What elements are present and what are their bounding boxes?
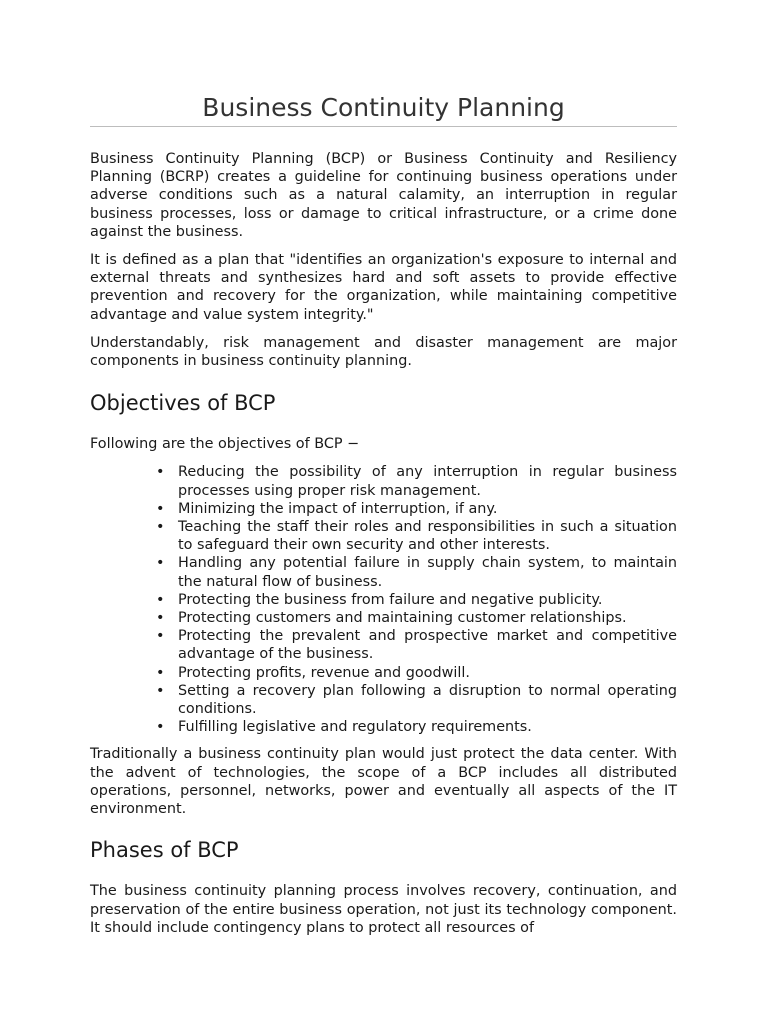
bullet-icon: • [156, 719, 165, 736]
list-item-text: Minimizing the impact of interruption, if any. [178, 500, 498, 517]
list-item-text: Setting a recovery plan following a disruption to normal operating conditions. [178, 682, 677, 718]
list-item [156, 682, 677, 718]
list-item-text: Protecting profits, revenue and goodwill. [178, 664, 470, 681]
bullet-icon: • [156, 610, 165, 627]
bullet-icon: • [156, 500, 165, 517]
list-item [156, 554, 677, 590]
components-paragraph: Understandably, risk management and disaster management are major components in business continuity planning. [90, 334, 677, 370]
phases-paragraph: The business continuity planning process involves recovery, continuation, and preservation of the entire business operation, not just its technology component. It should include contingency plans to protect all resources of [90, 883, 677, 936]
list-item-text: Protecting the prevalent and prospective market and competitive advantage of the business. [178, 628, 677, 663]
objectives-heading: Objectives of BCP [90, 391, 276, 416]
list-item-text: Reducing the possibility of any interruption in regular business processes using proper risk management. [178, 464, 677, 499]
list-item [156, 664, 677, 682]
bullet-icon: • [156, 555, 165, 572]
list-item [156, 627, 677, 663]
objectives-list [90, 463, 677, 736]
list-item [156, 500, 677, 518]
list-item-text: Protecting customers and maintaining customer relationships. [178, 610, 627, 627]
list-item [156, 718, 677, 736]
list-item-text: Protecting the business from failure and negative publicity. [178, 591, 603, 608]
scope-paragraph: Traditionally a business continuity plan would just protect the data center. With the advent of technologies, the scope of a BCP includes all distributed operations, personnel, networks, power and eventually all aspects of the IT environment. [90, 746, 677, 818]
bullet-icon: • [156, 464, 165, 481]
list-item-text: Teaching the staff their roles and responsibilities in such a situation to safeguard their own security and other interests. [178, 519, 677, 554]
intro-paragraph: Business Continuity Planning (BCP) or Business Continuity and Resiliency Planning (BCRP) creates a guideline for continuing business operations under adverse conditions such as a natural calamity, an interruption in regular business processes, loss or damage to critical infrastructure, or a crime done against the business. [90, 151, 677, 240]
phases-heading: Phases of BCP [90, 838, 239, 863]
bullet-icon: • [156, 682, 165, 699]
page-title: Business Continuity Planning [90, 92, 677, 127]
list-item [156, 609, 677, 627]
definition-paragraph: It is defined as a plan that "identifies an organization's exposure to internal and external threats and synthesizes hard and soft assets to provide effective prevention and recovery for the organization, while maintaining competitive advantage and value system integrity." [90, 252, 677, 323]
list-item [156, 463, 677, 499]
list-item-text: Fulfilling legislative and regulatory requirements. [178, 719, 532, 736]
list-item [156, 518, 677, 554]
bullet-icon: • [156, 628, 165, 645]
objectives-intro: Following are the objectives of BCP − [90, 436, 360, 453]
list-item-text: Handling any potential failure in supply chain system, to maintain the natural flow of business. [178, 555, 677, 590]
document-page [90, 0, 677, 937]
bullet-icon: • [156, 519, 165, 536]
bullet-icon: • [156, 664, 165, 681]
bullet-icon: • [156, 591, 165, 608]
list-item [156, 591, 677, 609]
